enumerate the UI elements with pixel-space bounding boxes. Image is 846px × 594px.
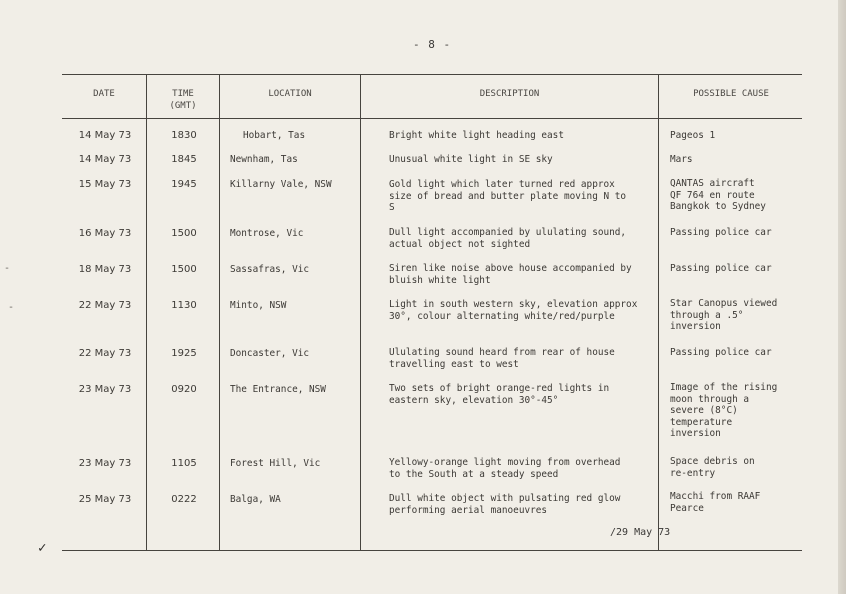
row-location: Killarny Vale, NSW [230,179,332,190]
row-cause: Passing police car [670,263,772,274]
table-bottom-rule [62,550,802,551]
row-cause: Mars [670,154,693,165]
row-date: 23 May 73 [78,458,132,469]
header-bottom-rule [62,118,802,119]
row-time: 0222 [171,494,197,505]
header-date: DATE [93,89,115,99]
row-description: Dull white object with pulsating red glow performing aerial manoeuvres [389,493,621,516]
margin-mark: - [4,263,11,274]
row-date: 15 May 73 [78,179,132,190]
header-time: TIME (GMT) [169,89,197,111]
row-description: Bright white light heading east [389,130,564,141]
row-time: 1500 [171,228,197,239]
row-description: Light in south western sky, elevation approx 30°, colour alternating white/red/purple [389,299,638,322]
header-possible-cause: POSSIBLE CAUSE [693,89,769,99]
page-edge [838,0,846,594]
row-location: Forest Hill, Vic [230,458,321,469]
row-cause: Passing police car [670,227,772,238]
row-time: 1830 [171,130,197,141]
row-description: Unusual white light in SE sky [389,154,553,165]
continuation-note: /29 May 73 [610,527,671,538]
ink-mark: ✓ [38,540,47,556]
row-location: The Entrance, NSW [230,384,326,395]
row-description: Gold light which later turned red approx size of bread and butter plate moving N to S [389,179,627,213]
row-description: Two sets of bright orange-red lights in eastern sky, elevation 30°-45° [389,383,610,406]
row-cause: Passing police car [670,347,772,358]
row-time: 1500 [171,264,197,275]
column-divider [146,74,147,551]
row-time: 1925 [171,348,197,359]
row-description: Dull light accompanied by ululating sound, actual object not sighted [389,227,627,250]
row-location: Hobart, Tas [243,130,306,141]
row-date: 25 May 73 [78,494,132,505]
header-description: DESCRIPTION [479,89,540,99]
page-number: - 8 - [413,38,452,51]
column-divider [360,74,361,551]
row-cause: Space debris on re-entry [670,456,755,479]
column-divider [219,74,220,551]
row-date: 14 May 73 [78,154,132,165]
row-time: 1130 [171,300,197,311]
row-date: 22 May 73 [78,348,132,359]
row-date: 14 May 73 [78,130,132,141]
row-time: 0920 [171,384,197,395]
row-location: Sassafras, Vic [230,264,310,275]
row-cause: Star Canopus viewed through a .5° inversion [670,298,778,332]
row-cause: Macchi from RAAF Pearce [670,491,761,514]
row-description: Yellowy-orange light moving from overhead to the South at a steady speed [389,457,621,480]
row-time: 1845 [171,154,197,165]
header-location: LOCATION [268,89,312,99]
row-description: Ululating sound heard from rear of house travelling east to west [389,347,615,370]
margin-mark: - [8,302,15,313]
row-cause: Pageos 1 [670,130,716,141]
row-location: Minto, NSW [230,300,287,311]
table-top-rule [62,74,802,75]
row-date: 16 May 73 [78,228,132,239]
row-time: 1105 [171,458,197,469]
row-time: 1945 [171,179,197,190]
row-location: Newnham, Tas [230,154,298,165]
column-divider [658,74,659,551]
row-date: 22 May 73 [78,300,132,311]
row-cause: Image of the rising moon through a severe (8°C) temperature inversion [670,382,778,439]
row-date: 18 May 73 [78,264,132,275]
row-cause: QANTAS aircraft QF 764 en route Bangkok to Sydney [670,178,766,212]
row-location: Montrose, Vic [230,228,304,239]
row-location: Balga, WA [230,494,281,505]
row-description: Siren like noise above house accompanied by bluish white light [389,263,632,286]
row-date: 23 May 73 [78,384,132,395]
row-location: Doncaster, Vic [230,348,310,359]
